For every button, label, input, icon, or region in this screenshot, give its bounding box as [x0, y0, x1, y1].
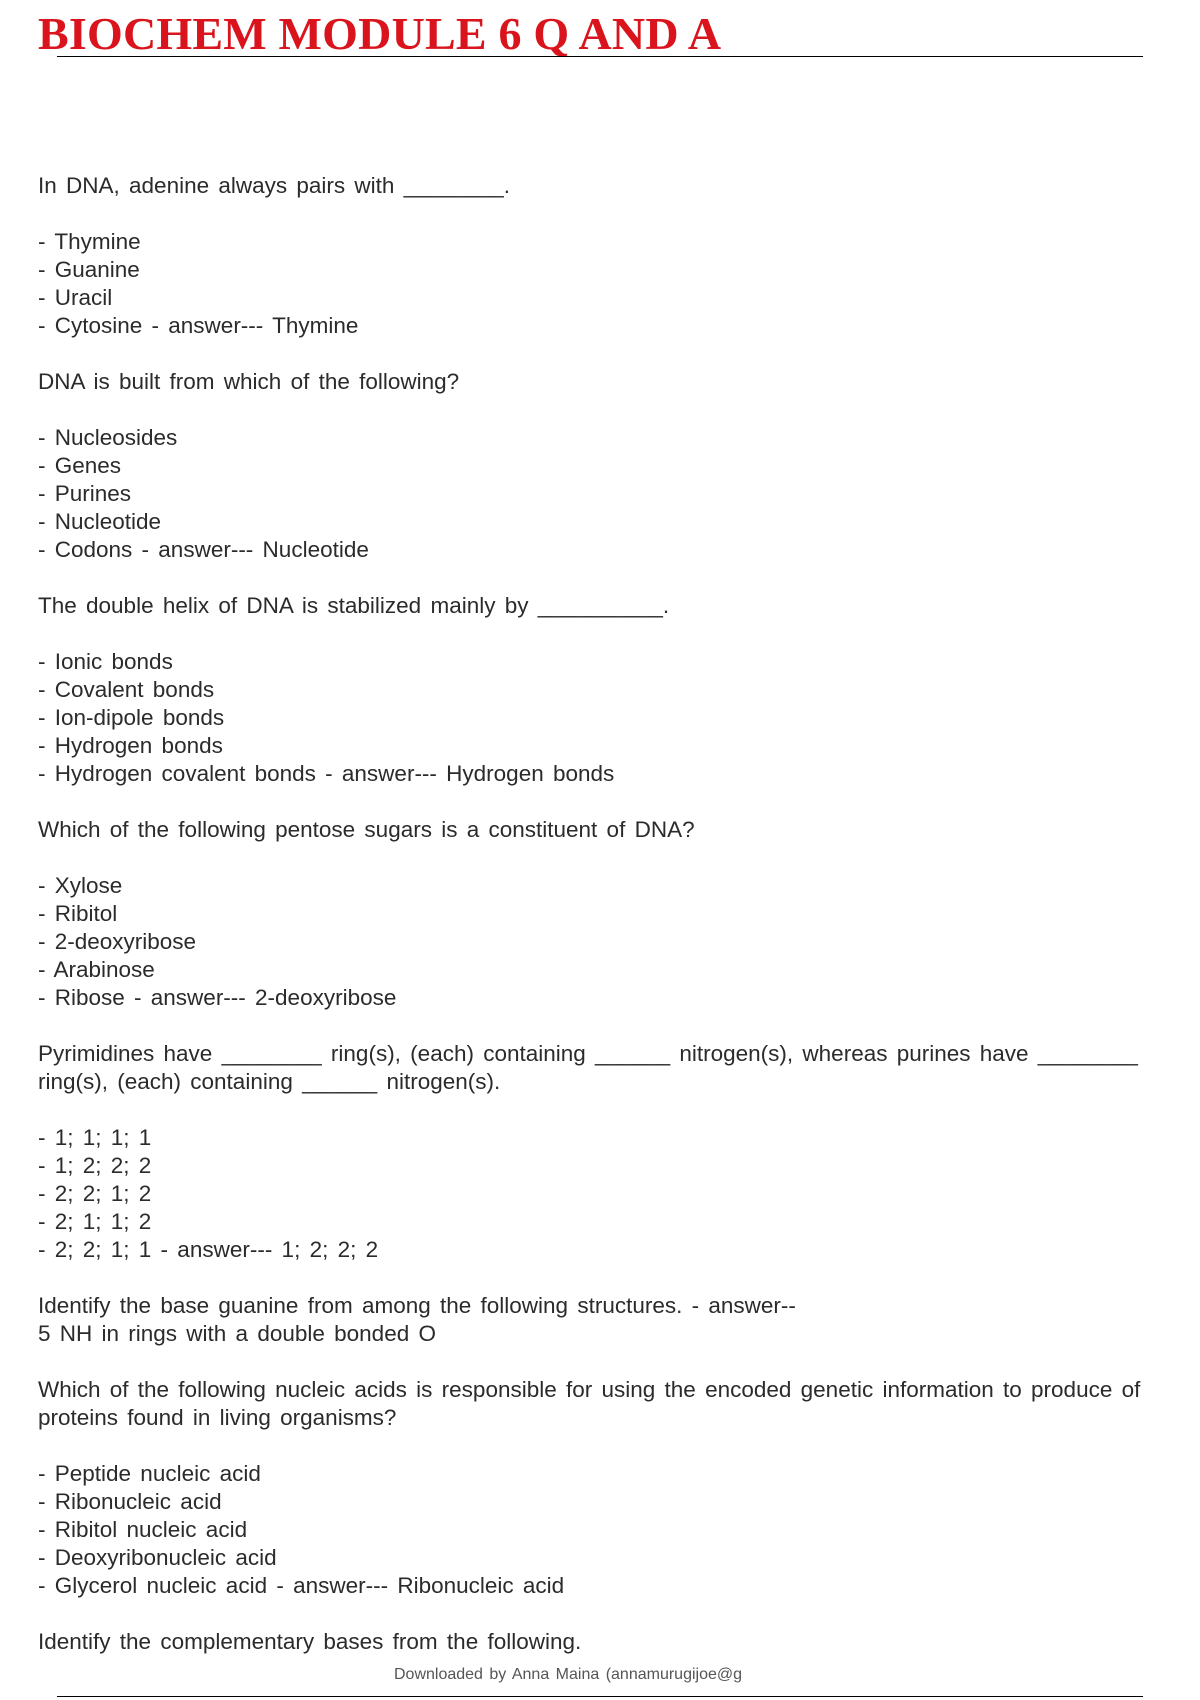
- option-item: - Genes: [38, 453, 122, 478]
- option-item: - Nucleotide: [38, 509, 162, 534]
- question-block: [38, 172, 1188, 340]
- option-list: [38, 1124, 1188, 1264]
- question-text: Which of the following pentose sugars is a constituent of DNA?: [38, 817, 695, 842]
- option-item: - Ribonucleic acid: [38, 1489, 222, 1514]
- download-footer: Downloaded by Anna Maina (annamurugijoe@g: [394, 1666, 743, 1683]
- question-block: [38, 1376, 1188, 1600]
- title-underline: [57, 56, 1143, 57]
- option-list: [38, 228, 1188, 340]
- question-block: [38, 1628, 1188, 1656]
- option-item-with-answer: - Ribose - answer--- 2-deoxyribose: [38, 985, 397, 1010]
- question-block: [38, 368, 1188, 564]
- option-item: - Deoxyribonucleic acid: [38, 1545, 277, 1570]
- option-list: [38, 1460, 1188, 1600]
- footer-rule: [57, 1696, 1143, 1697]
- question-block: [38, 1040, 1188, 1264]
- option-item: - Peptide nucleic acid: [38, 1461, 261, 1486]
- option-item: - 1; 1; 1; 1: [38, 1125, 152, 1150]
- option-item-with-answer: - 2; 2; 1; 1 - answer--- 1; 2; 2; 2: [38, 1237, 379, 1262]
- question-text: DNA is built from which of the following?: [38, 369, 460, 394]
- option-list: [38, 872, 1188, 1012]
- option-item: - Ribitol nucleic acid: [38, 1517, 248, 1542]
- question-list: [38, 172, 1188, 1684]
- question-text: Which of the following nucleic acids is responsible for using the encoded genetic information to produce of proteins found in living organisms?: [38, 1377, 1141, 1430]
- option-item: - Ribitol: [38, 901, 118, 926]
- answer-text: 5 NH in rings with a double bonded O: [38, 1321, 436, 1346]
- option-item: - Ion-dipole bonds: [38, 705, 225, 730]
- option-item: - Nucleosides: [38, 425, 178, 450]
- option-item: - Guanine: [38, 257, 140, 282]
- question-text: Identify the complementary bases from the following.: [38, 1629, 582, 1654]
- option-item: - Thymine: [38, 229, 141, 254]
- option-item: - 2; 1; 1; 2: [38, 1209, 152, 1234]
- option-item-with-answer: - Cytosine - answer--- Thymine: [38, 313, 359, 338]
- option-item: - Hydrogen bonds: [38, 733, 223, 758]
- option-item: - Arabinose: [38, 957, 155, 982]
- option-item-with-answer: - Codons - answer--- Nucleotide: [38, 537, 369, 562]
- option-item: - Uracil: [38, 285, 113, 310]
- page-title: BIOCHEM MODULE 6 Q AND A: [38, 8, 722, 59]
- option-item: - 1; 2; 2; 2: [38, 1153, 152, 1178]
- option-item: - 2-deoxyribose: [38, 929, 197, 954]
- option-item: - Purines: [38, 481, 132, 506]
- option-item-with-answer: - Hydrogen covalent bonds - answer--- Hydrogen bonds: [38, 761, 615, 786]
- question-block: [38, 1292, 1188, 1348]
- question-text: Pyrimidines have ________ ring(s), (each) containing ______ nitrogen(s), whereas purines have ________ ring(s), (each) containing ______ nitrogen(s).: [38, 1041, 1138, 1094]
- option-item: - 2; 2; 1; 2: [38, 1181, 152, 1206]
- option-item-with-answer: - Glycerol nucleic acid - answer--- Ribonucleic acid: [38, 1573, 565, 1598]
- question-block: [38, 816, 1188, 1012]
- option-list: [38, 424, 1188, 564]
- option-item: - Ionic bonds: [38, 649, 173, 674]
- option-list: [38, 648, 1188, 788]
- question-block: [38, 592, 1188, 788]
- option-item: - Covalent bonds: [38, 677, 215, 702]
- option-item: - Xylose: [38, 873, 123, 898]
- question-text: The double helix of DNA is stabilized mainly by __________.: [38, 593, 670, 618]
- question-text: Identify the base guanine from among the following structures. - answer--: [38, 1293, 796, 1318]
- question-text: In DNA, adenine always pairs with ________.: [38, 173, 511, 198]
